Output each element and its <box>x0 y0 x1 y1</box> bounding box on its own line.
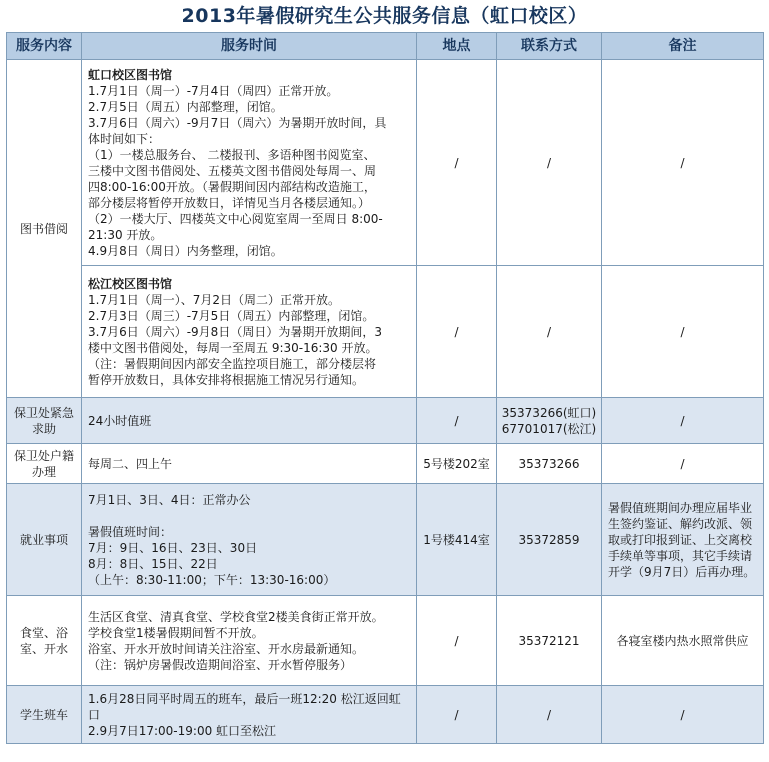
contact-library-songjiang: / <box>497 266 602 398</box>
time-canteen <box>82 596 417 686</box>
time-line: 3.7月6日（周六）-9月7日（周六）为暑期开放时间，具 <box>88 115 387 130</box>
header-contact: 联系方式 <box>497 33 602 60</box>
time-line: 7月：9日、16日、23日、30日 <box>88 540 258 555</box>
place-household: 5号楼202室 <box>417 444 497 484</box>
category-security: 保卫处紧急求助 <box>7 398 82 444</box>
time-line: 体时间如下： <box>88 131 161 146</box>
blank-line <box>88 508 412 524</box>
service-table <box>6 32 764 744</box>
time-security: 24小时值班 <box>82 398 417 444</box>
time-library-hongkou <box>82 60 417 266</box>
place-canteen: / <box>417 596 497 686</box>
time-line: 4.9月8日（周日）内务整理，闭馆。 <box>88 243 283 258</box>
remark-bus: / <box>602 686 764 744</box>
time-line: （注：锅炉房暑假改造期间浴室、开水暂停服务） <box>88 657 353 672</box>
contact-line: 35373266(虹口) <box>501 405 597 420</box>
category-canteen: 食堂、浴室、开水 <box>7 596 82 686</box>
page-title: 2013年暑假研究生公共服务信息（虹口校区） <box>181 5 588 27</box>
table-row-library-hongkou <box>7 60 764 266</box>
table-row-bus <box>7 686 764 744</box>
time-line: 3.7月6日（周六）-9月8日（周日）为暑期开放期间，3 <box>88 324 382 339</box>
time-line: 8月：8日、15日、22日 <box>88 556 218 571</box>
contact-line: 67701017(松江) <box>501 421 597 436</box>
remark-library-hongkou: / <box>602 60 764 266</box>
remark-household: / <box>602 444 764 484</box>
place-bus: / <box>417 686 497 744</box>
time-line: 1.7月1日（周一）、7月2日（周二）正常开放。 <box>88 292 340 307</box>
time-employment <box>82 484 417 596</box>
remark-employment: 暑假值班期间办理应届毕业生签约鉴证、解约改派、领取或打印报到证、上交离校手续单等事项，其它手续请开学（9月7日）后再办理。 <box>602 484 764 596</box>
time-line: 学校食堂1楼暑假期间暂不开放。 <box>88 625 264 640</box>
contact-employment: 35372859 <box>497 484 602 596</box>
contact-household: 35373266 <box>497 444 602 484</box>
header-service: 服务内容 <box>7 33 82 60</box>
time-line: 生活区食堂、清真食堂、学校食堂2楼美食街正常开放。 <box>88 609 384 624</box>
table-row-household <box>7 444 764 484</box>
time-line: 四8:00-16:00开放。（暑假期间因内部结构改造施工， <box>88 179 376 194</box>
time-line: 部分楼层将暂停开放数日，详情见当月各楼层通知。） <box>88 195 371 210</box>
place-employment: 1号楼414室 <box>417 484 497 596</box>
contact-canteen: 35372121 <box>497 596 602 686</box>
contact-bus: / <box>497 686 602 744</box>
remark-library-songjiang: / <box>602 266 764 398</box>
header-row <box>7 33 764 60</box>
header-time: 服务时间 <box>82 33 417 60</box>
time-household: 每周二、四上午 <box>82 444 417 484</box>
header-place: 地点 <box>417 33 497 60</box>
table-row-security <box>7 398 764 444</box>
category-bus: 学生班车 <box>7 686 82 744</box>
table-row-employment <box>7 484 764 596</box>
table-row-canteen <box>7 596 764 686</box>
time-line: 2.7月3日（周三）-7月5日（周五）内部整理，闭馆。 <box>88 308 375 323</box>
place-library-hongkou: / <box>417 60 497 266</box>
time-library-songjiang <box>82 266 417 398</box>
time-line: （上午：8:30-11:00；下午：13:30-16:00） <box>88 572 336 587</box>
header-remark: 备注 <box>602 33 764 60</box>
contact-security <box>497 398 602 444</box>
contact-library-hongkou: / <box>497 60 602 266</box>
place-library-songjiang: / <box>417 266 497 398</box>
time-line: 暑假值班时间： <box>88 524 173 539</box>
time-line: （2）一楼大厅、四楼英文中心阅览室周一至周日 8:00- <box>88 211 383 226</box>
remark-security: / <box>602 398 764 444</box>
library-songjiang-title: 松江校区图书馆 <box>88 276 173 291</box>
time-line: （注：暑假期间因内部安全监控项目施工，部分楼层将 <box>88 356 377 371</box>
place-security: / <box>417 398 497 444</box>
time-line: 1.6月28日同平时周五的班车，最后一班12:20 松江返回虹口 <box>88 691 401 722</box>
library-hongkou-title: 虹口校区图书馆 <box>88 67 173 82</box>
time-line: 2.9月7日17:00-19:00 虹口至松江 <box>88 723 277 738</box>
category-library: 图书借阅 <box>7 60 82 398</box>
time-line: 浴室、开水开放时间请关注浴室、开水房最新通知。 <box>88 641 365 656</box>
remark-canteen: 各寝室楼内热水照常供应 <box>602 596 764 686</box>
time-bus <box>82 686 417 744</box>
category-employment: 就业事项 <box>7 484 82 596</box>
time-line: 1.7月1日（周一）-7月4日（周四）正常开放。 <box>88 83 339 98</box>
time-line: 暂停开放数日，具体安排将根据施工情况另行通知。 <box>88 372 365 387</box>
time-line: 楼中文图书借阅处，每周一至周五 9:30-16:30 开放。 <box>88 340 378 355</box>
time-line: 7月1日、3日、4日：正常办公 <box>88 492 251 507</box>
time-line: （1）一楼总服务台、 二楼报刊、多语种图书阅览室、 <box>88 147 376 162</box>
table-row-library-songjiang <box>7 266 764 398</box>
time-line: 21:30 开放。 <box>88 227 163 242</box>
category-household: 保卫处户籍办理 <box>7 444 82 484</box>
time-line: 三楼中文图书借阅处、五楼英文图书借阅处每周一、周 <box>88 163 377 178</box>
time-line: 2.7月5日（周五）内部整理，闭馆。 <box>88 99 283 114</box>
